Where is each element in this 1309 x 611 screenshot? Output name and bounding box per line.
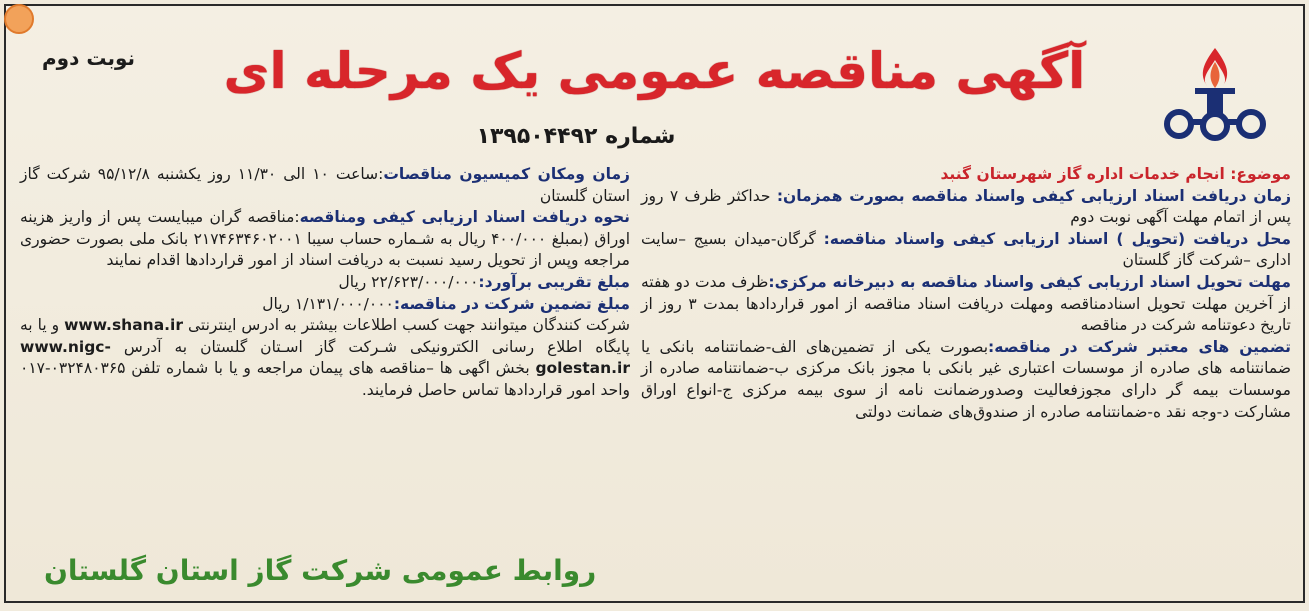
receive-time-text: حداکثر ظرف ۷ روز پس از اتمام مهلت آگهی نوبت دوم xyxy=(641,186,1291,227)
info-text-1: شرکت کنندگان میتوانند جهت کسب اطلاعات بیشتر به ادرس اینترنتی xyxy=(188,316,630,335)
guarantee-paragraph xyxy=(641,337,1291,423)
nigc-golestan-link[interactable]: www.nigc-golestan.ir xyxy=(20,337,630,378)
how-paragraph xyxy=(20,207,630,272)
subject-paragraph xyxy=(641,164,1291,186)
receive-time-label: زمان دریافت اسناد ارزیابی کیفی واسناد مناقصه بصورت همزمان: xyxy=(776,186,1291,205)
info-text-3: بخش اگهی ها –مناقصه های پیمان مراجعه و یا با شماره تلفن ۰۳۲۴۸۰۳۶۵-۰۱۷ واحد امور قراردادها تماس حاصل فرمایند. xyxy=(20,359,630,399)
subject-value: انجام خدمات اداره گاز شهرستان گنبد xyxy=(940,165,1231,183)
right-column xyxy=(641,164,1291,423)
public-relations-signature: روابط عمومی شرکت گاز استان گلستان xyxy=(44,554,597,587)
commission-text: :ساعت ۱۰ الی ۱۱/۳۰ روز یکشنبه ۹۵/۱۲/۸ شرکت گاز استان گلستان xyxy=(20,165,630,205)
estimate-label: مبلغ تقریبی برآورد: xyxy=(478,272,630,291)
notice-title: آگهی مناقصه عمومی یک مرحله ای xyxy=(223,42,1086,100)
receive-place-paragraph xyxy=(641,229,1291,272)
guarantee-text: بصورت یکی از تضمین‌های الف-ضمانتنامه بانکی یا ضمانتنامه های صادره از موسسات اعتباری غیر بانکی با مجوز بانک مرکزی ب-ضمانتنامه صادره از موسسات بیمه گر دارای مجوزفعالیت وصدورضمانت نامه از سوی بیمه مرکزی ج-انواع اوراق مشارکت د-وجه نقد ه-ضمانتنامه صادره از صندوق‌های ضمانت دولتی xyxy=(641,337,1291,421)
left-column xyxy=(20,164,630,402)
shana-link[interactable]: www.shana.ir xyxy=(64,316,184,335)
estimate-paragraph xyxy=(20,272,630,294)
deposit-text: ۱/۱۳۱/۰۰۰/۰۰۰ ریال xyxy=(262,294,394,313)
receive-place-text: گرگان-میدان بسیج –سایت اداری –شرکت گاز گلستان xyxy=(641,229,1291,270)
deadline-text: ظرف مدت دو هفته از آخرین مهلت تحویل اسنادمناقصه ومهلت دریافت اسناد مناقصه از امور قراردادها بمدت ۳ روز از تاریخ دعوتنامه شرکت در مناقصه xyxy=(641,272,1291,335)
commission-label: زمان ومکان کمیسیون مناقصات xyxy=(383,165,630,183)
receive-time-paragraph xyxy=(641,186,1291,229)
deadline-paragraph xyxy=(641,272,1291,337)
estimate-text: ۲۲/۶۲۳/۰۰۰/۰۰۰ ریال xyxy=(338,272,479,291)
info-text-2: و یا به پایگاه اطلاع رسانی الکترونیکی شـرکت گاز اسـتان گلستان به آدرس xyxy=(20,316,630,356)
commission-paragraph xyxy=(20,164,630,207)
deposit-label: مبلغ تضمین شرکت در مناقصه: xyxy=(393,294,630,313)
deposit-paragraph xyxy=(20,294,630,316)
deadline-label: مهلت تحویل اسناد ارزیابی کیفی واسناد مناقصه به دبیرخانه مرکزی: xyxy=(768,272,1291,291)
info-paragraph xyxy=(20,315,630,401)
tender-notice xyxy=(4,4,1305,603)
round-label: نوبت دوم xyxy=(42,46,136,70)
how-label: نحوه دریافت اسناد ارزیابی کیفی ومناقصه xyxy=(299,208,630,227)
subject-label: موضوع: xyxy=(1230,165,1291,183)
guarantee-label: تضمین های معتبر شرکت در مناقصه: xyxy=(988,337,1291,356)
how-text: :مناقصه گران میبایست پس از واریز هزینه اوراق (بمبلغ ۴۰۰/۰۰۰ ریال به شـماره حساب سیبا ۲۱۷۴۶۳۴۶۰۲۰۰۱ بانک ملی بصورت حضوری مراجعه وپس از تحویل رسید نسبت به دریافت اسناد از امور قراردادها اقدام نمایند xyxy=(20,208,631,270)
pin-icon xyxy=(4,4,34,34)
receive-place-label: محل دریافت (تحویل ) اسناد ارزیابی کیفی واسناد مناقصه: xyxy=(823,229,1291,248)
notice-number: شماره ۱۳۹۵۰۴۴۹۲ xyxy=(476,124,676,149)
nigc-logo-icon xyxy=(1155,42,1275,148)
